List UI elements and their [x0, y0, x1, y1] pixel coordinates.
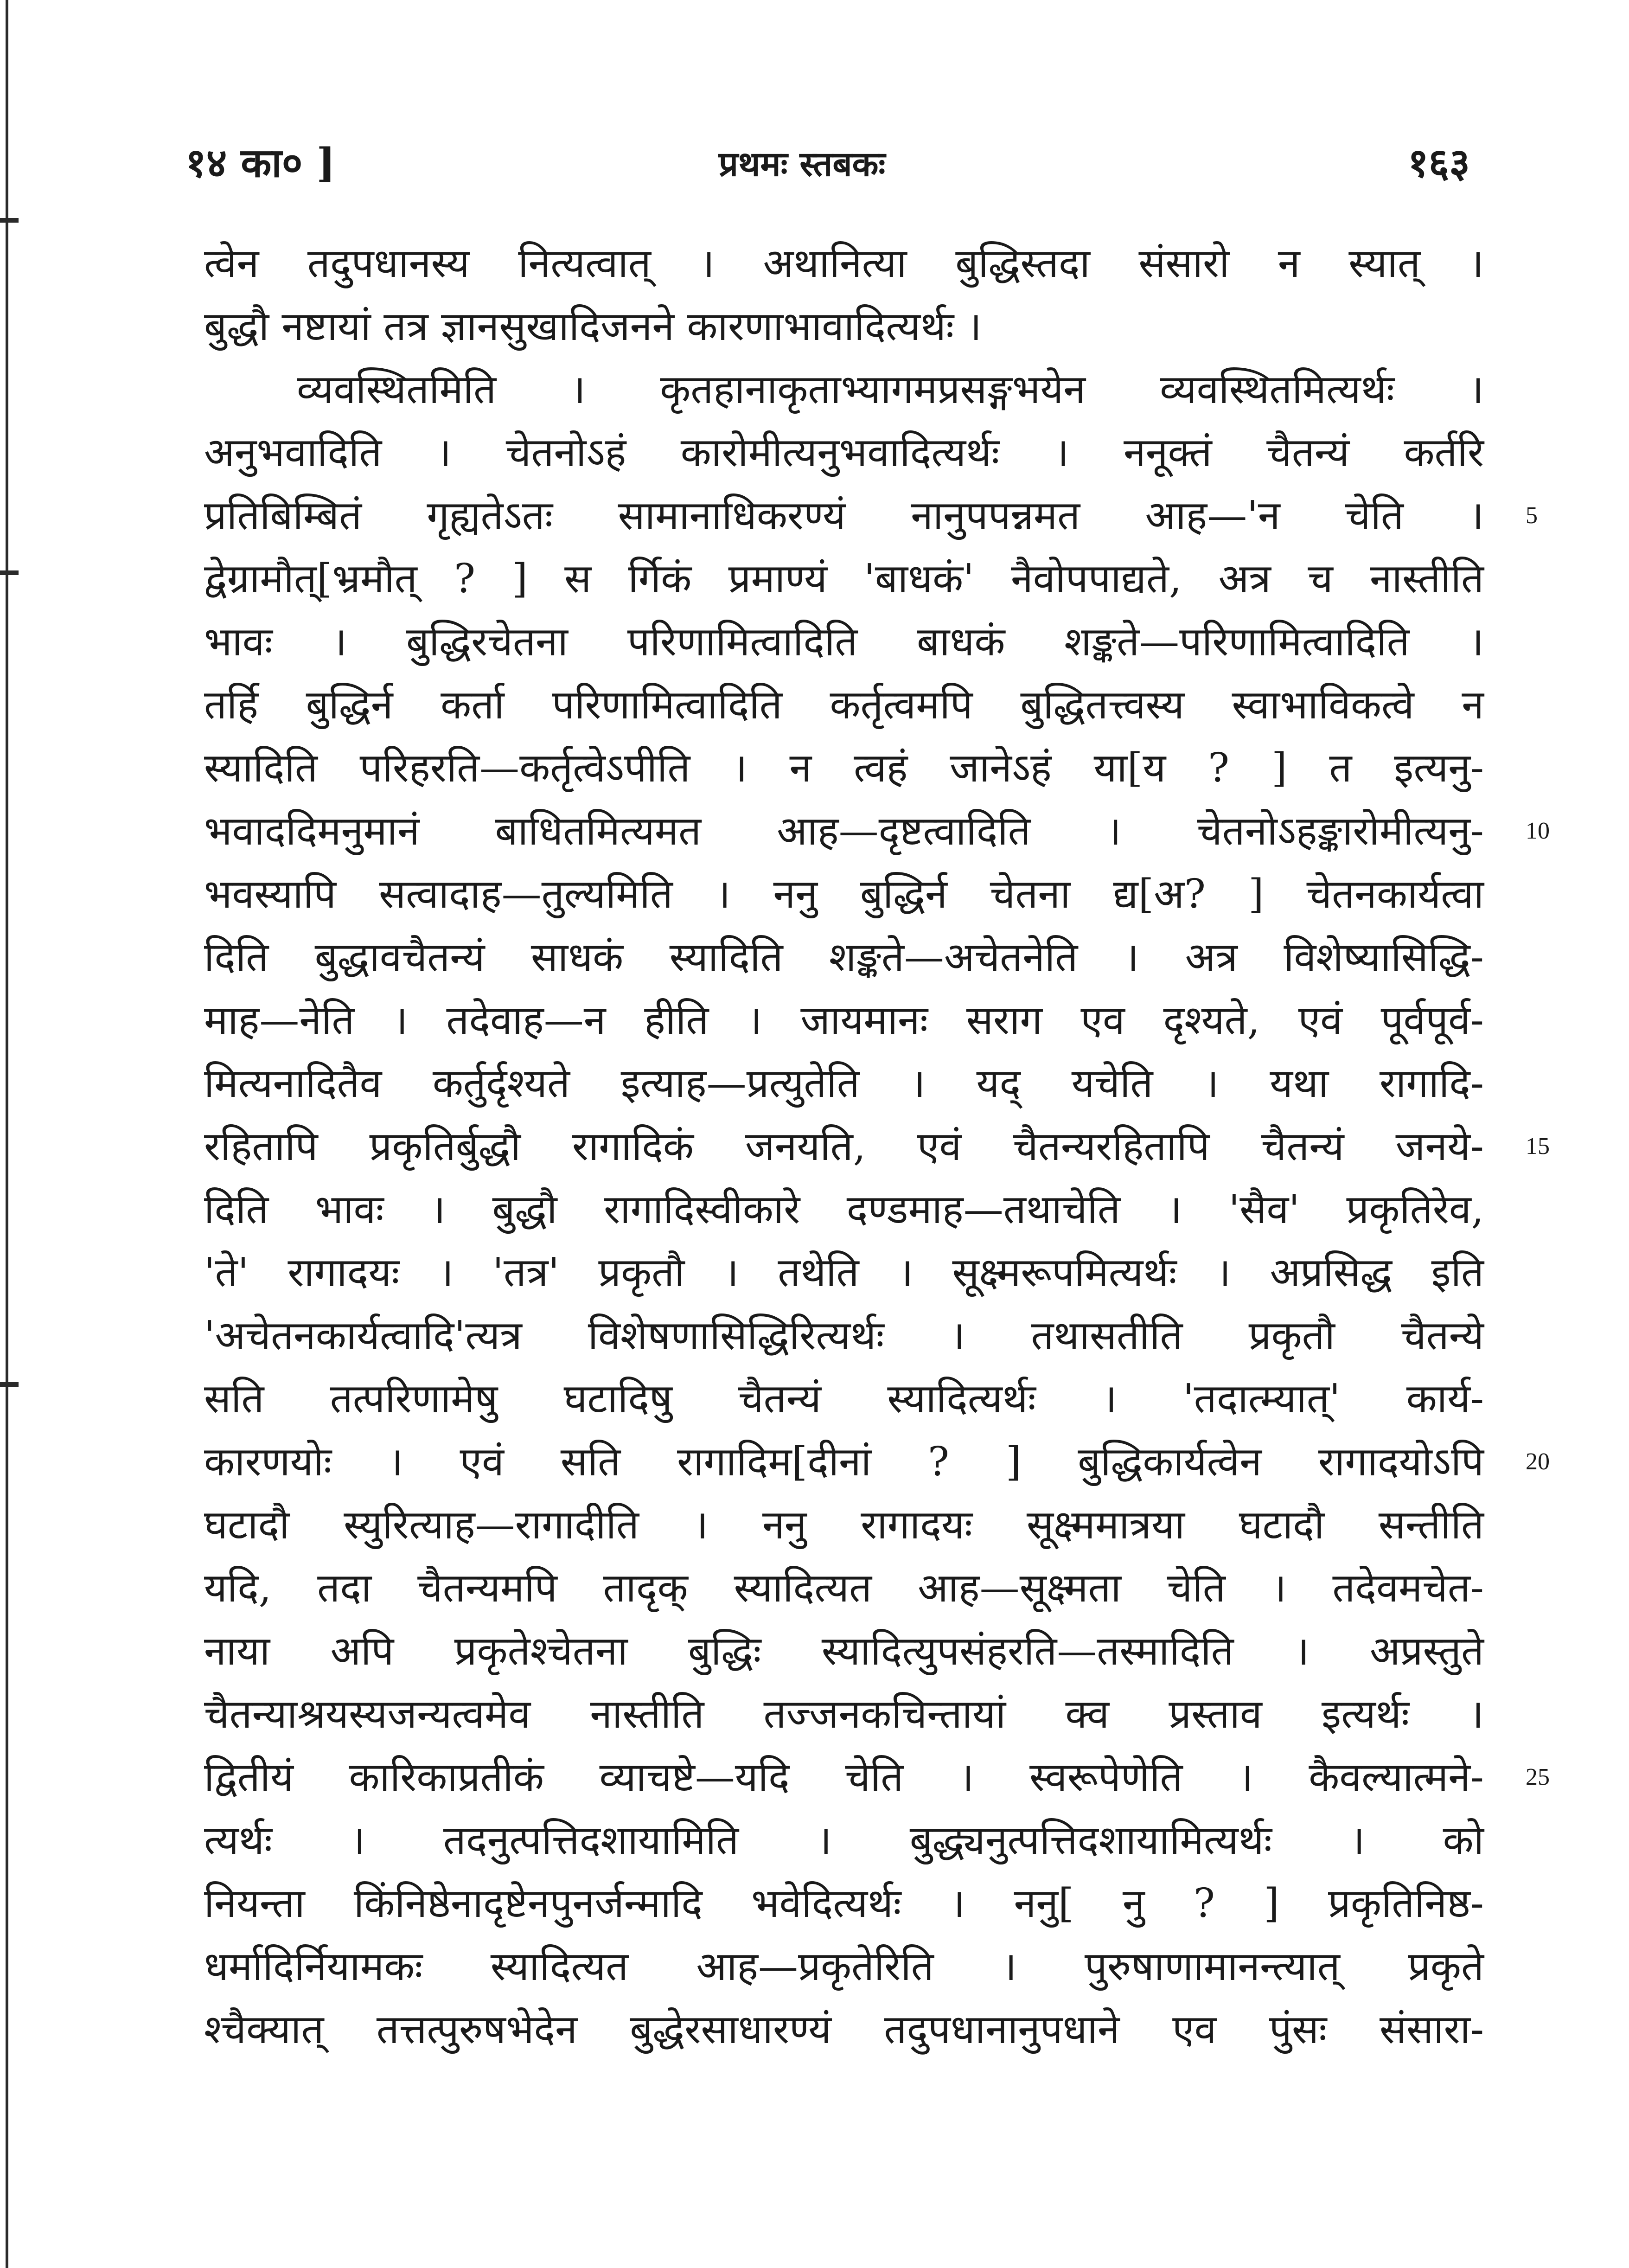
- text-line: श्चैक्यात् तत्तत्पुरुषभेदेन बुद्धेरसाधारण्यं तदुपधानानुपधाने एव पुंसः संसारा-: [204, 2006, 1484, 2053]
- text-line: मित्यनादितैव कर्तुर्दृश्यते इत्याह—प्रत्युतेति । यद् यचेति । यथा रागादि-: [204, 1060, 1484, 1107]
- text-line: सति तत्परिणामेषु घटादिषु चैतन्यं स्यादित्यर्थः । 'तदात्म्यात्' कार्य-: [204, 1376, 1484, 1422]
- text-line: अनुभवादिति । चेतनोऽहं कारोमीत्यनुभवादित्यर्थः । ननूक्तं चैतन्यं कर्तरि: [204, 429, 1484, 476]
- text-line: 'ते' रागादयः । 'तत्र' प्रकृतौ । तथेति । सूक्ष्मरूपमित्यर्थः । अप्रसिद्ध इति: [204, 1249, 1484, 1296]
- text-line: [204, 1115, 1550, 1178]
- text-line: नियन्ता किंनिष्ठेनादृष्टेनपुनर्जन्मादि भवेदित्यर्थः । ननु[ नु ? ] प्रकृतिनिष्ठ-: [204, 1880, 1484, 1927]
- line-number: 20: [1526, 1448, 1550, 1475]
- text-line: नाया अपि प्रकृतेश्चेतना बुद्धिः स्यादित्युपसंहरति—तस्मादिति । अप्रस्तुते: [204, 1628, 1484, 1674]
- line-number: 5: [1526, 502, 1538, 529]
- text-line: [204, 1430, 1550, 1493]
- line-number: 15: [1526, 1133, 1550, 1160]
- text-line: त्यर्थः । तदनुत्पत्तिदशायामिति । बुद्ध्यनुत्पत्तिदशायामित्यर्थः । को: [204, 1817, 1484, 1864]
- text-line-content: भवाददिमनुमानं बाधितमित्यमत आह—दृष्टत्वादिति । चेतनोऽहङ्कारोमीत्यनु-: [204, 808, 1484, 854]
- commentary-text: [204, 232, 1550, 2061]
- text-line: [204, 1746, 1550, 1809]
- binding-edge-mark: [0, 570, 19, 575]
- binding-edge-mark: [0, 218, 19, 223]
- line-number: 10: [1526, 818, 1550, 844]
- text-line: त्वेन तदुपधानस्य नित्यत्वात् । अथानित्या बुद्धिस्तदा संसारो न स्यात् ।: [204, 240, 1484, 287]
- header-section-ref: १४ का० ]: [185, 140, 336, 186]
- header-chapter-title: प्रथमः स्तबकः: [719, 144, 886, 184]
- text-line: 'अचेतनकार्यत्वादि'त्यत्र विशेषणासिद्धिरित्यर्थः । तथासतीति प्रकृतौ चैतन्ये: [204, 1313, 1484, 1359]
- text-line: घटादौ स्युरित्याह—रागादीति । ननु रागादयः सूक्ष्ममात्रया घटादौ सन्तीति: [204, 1502, 1484, 1548]
- text-line: [204, 800, 1550, 863]
- text-line: [204, 484, 1538, 547]
- text-line: दिति भावः । बुद्धौ रागादिस्वीकारे दण्डमाह—तथाचेति । 'सैव' प्रकृतिरेव,: [204, 1186, 1484, 1233]
- text-line: धर्मादिर्नियामकः स्यादित्यत आह—प्रकृतेरिति । पुरुषाणामानन्त्यात् प्रकृते: [204, 1943, 1484, 1990]
- text-line-content: कारणयोः । एवं सति रागादिम[दीनां ? ] बुद्धिकार्यत्वेन रागादयोऽपि: [204, 1439, 1484, 1485]
- binding-edge-mark: [0, 1382, 19, 1387]
- page-number: १६३: [1407, 140, 1470, 186]
- text-line: यदि, तदा चैतन्यमपि तादृक् स्यादित्यत आह—सूक्ष्मता चेति । तदेवमचेत-: [204, 1565, 1484, 1611]
- text-line: चैतन्याश्रयस्यजन्यत्वमेव नास्तीति तज्जनकचिन्तायां क्व प्रस्ताव इत्यर्थः ।: [204, 1691, 1484, 1737]
- running-header: [185, 135, 1470, 204]
- text-line: तर्हि बुद्धिर्न कर्ता परिणामित्वादिति कर्तृत्वमपि बुद्धितत्त्वस्य स्वाभाविकत्वे न: [204, 682, 1484, 728]
- text-line: भावः । बुद्धिरचेतना परिणामित्वादिति बाधकं शङ्कते—परिणामित्वादिति ।: [204, 619, 1484, 665]
- text-line-content: द्वितीयं कारिकाप्रतीकं व्याचष्टे—यदि चेति । स्वरूपेणेति । कैवल्यात्मने-: [204, 1754, 1484, 1800]
- text-line: माह—नेति । तदेवाह—न हीति । जायमानः सराग एव दृश्यते, एवं पूर्वपूर्व-: [204, 997, 1484, 1044]
- text-line: स्यादिति परिहरति—कर्तृत्वेऽपीति । न त्वहं जानेऽहं या[य ? ] त इत्यनु-: [204, 745, 1484, 791]
- line-number: 25: [1526, 1764, 1550, 1790]
- text-line-content: प्रतिबिम्बितं गृह्यतेऽतः सामानाधिकरण्यं नानुपपन्नमत आह—'न चेति ।: [204, 493, 1484, 539]
- text-line: बुद्धौ नष्टायां तत्र ज्ञानसुखादिजनने कारणाभावादित्यर्थः ।: [204, 303, 982, 350]
- text-line: व्यवस्थितमिति । कृतहानाकृताभ्यागमप्रसङ्गभयेन व्यवस्थितमित्यर्थः ।: [297, 366, 1484, 413]
- text-line: द्वेग्रामौत्[भ्रमौत् ? ] स र्गिकं प्रमाण्यं 'बाधकं' नैवोपपाद्यते, अत्र च नास्तीति: [204, 556, 1484, 602]
- binding-edge-line: [6, 0, 8, 2268]
- text-line: भवस्यापि सत्वादाह—तुल्यमिति । ननु बुद्धिर्न चेतना द्य[अ? ] चेतनकार्यत्वा: [204, 871, 1484, 917]
- text-line-content: रहितापि प्रकृतिर्बुद्धौ रागादिकं जनयति, एवं चैतन्यरहितापि चैतन्यं जनये-: [204, 1123, 1484, 1170]
- text-line: दिति बुद्धावचैतन्यं साधकं स्यादिति शङ्कते—अचेतनेति । अत्र विशेष्यासिद्धि-: [204, 934, 1484, 980]
